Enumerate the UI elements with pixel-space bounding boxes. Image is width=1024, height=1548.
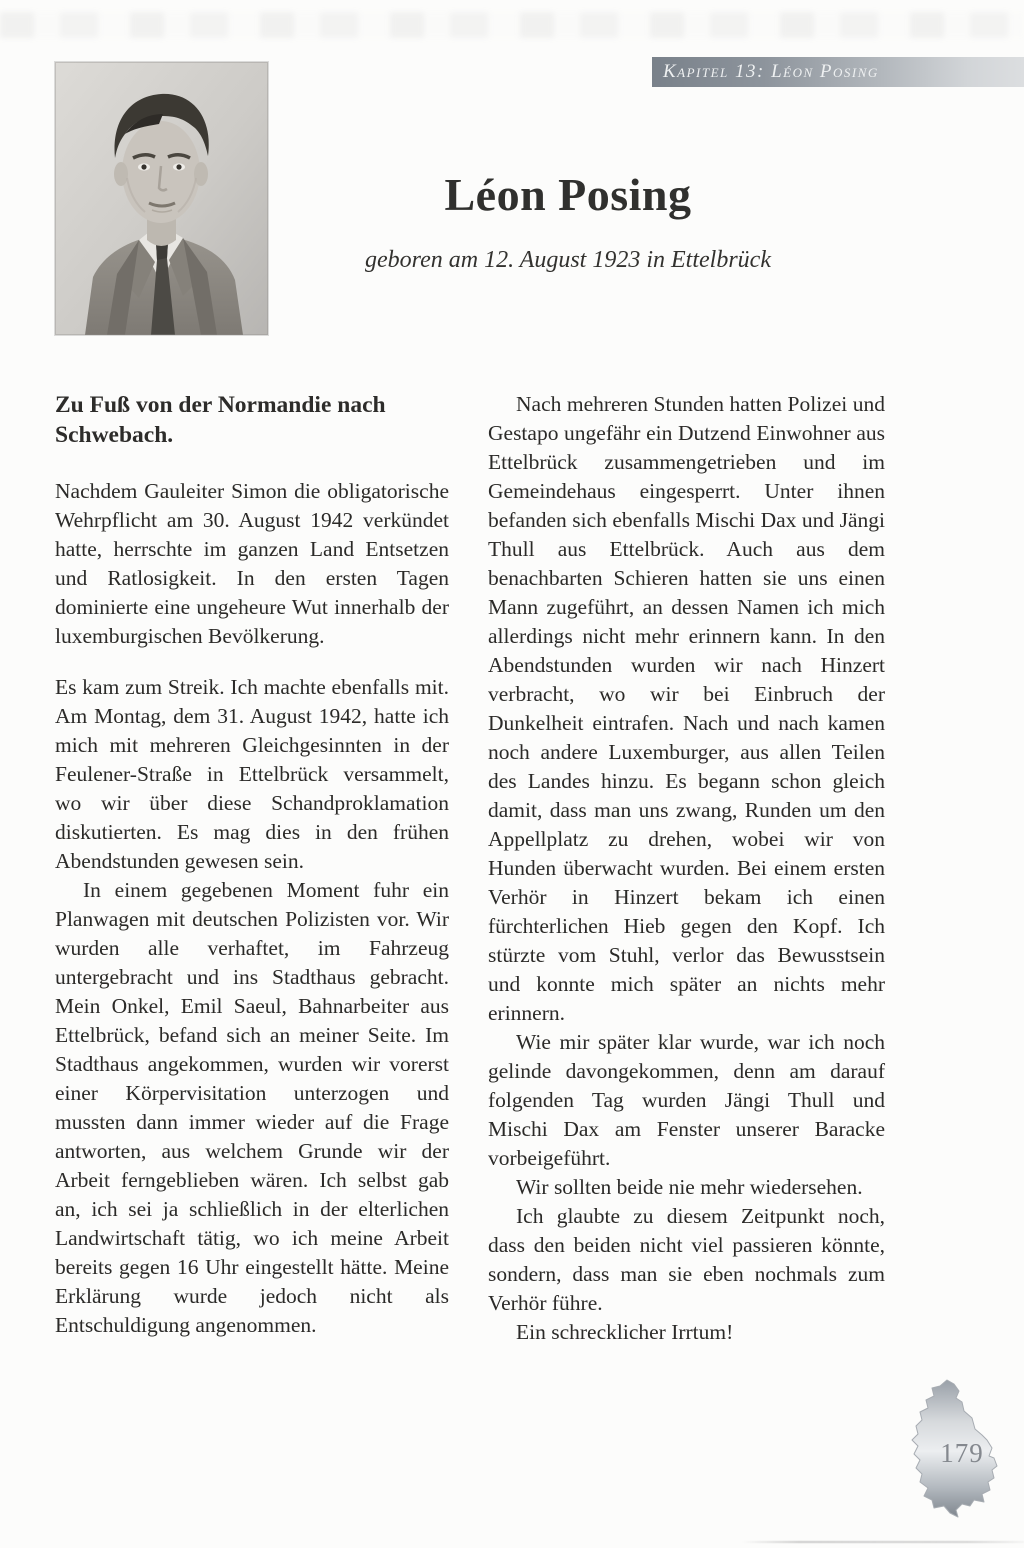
right-column — [488, 390, 885, 1347]
portrait-photo — [55, 62, 268, 335]
left-column-paragraphs — [55, 477, 449, 1340]
title-block — [268, 168, 868, 274]
scan-artifact-band — [0, 12, 1024, 38]
paragraph: In einem gegebenen Moment fuhr ein Planwagen mit deutschen Polizisten vor. Wir wurden alle verhaftet, im Fahrzeug untergebracht und ins Stadthaus gebracht. Mein Onkel, Emil Saeul, Bahnarbeiter aus Ettelbrück, befand sich an meiner Seite. Im Stadthaus angekommen, wurden wir vorerst einer Körpervisitation unterzogen und mussten dann immer wieder auf die Frage antworten, aus welchem Grunde wir der Arbeit ferngeblieben wären. Ich selbst gab an, ich sei ja schließlich in der elterlichen Landwirtschaft tätig, wo ich meine Arbeit bereits gegen 16 Uhr eingestellt hätte. Meine Erklärung wurde jedoch nicht als Entschuldigung angenommen. — [55, 878, 449, 1337]
paragraph: Nachdem Gauleiter Simon die obligatorische Wehrpflicht am 30. August 1942 verkündet hatte, herrschte im ganzen Land Entsetzen und Ratlosigkeit. In den ersten Tagen dominierte eine ungeheure Wut innerhalb der luxemburgischen Bevölkerung. — [55, 479, 449, 648]
portrait-photo-illustration — [55, 62, 268, 335]
page-subtitle: geboren am 12. August 1923 in Ettelbrück — [365, 247, 771, 273]
page-number: 179 — [940, 1438, 984, 1468]
scan-artifact-line — [742, 1541, 1024, 1543]
paragraph: Es kam zum Streik. Ich machte ebenfalls mit. Am Montag, dem 31. August 1942, hatte ich mich mit mehreren Gleichgesinnten in der Feulener-Straße in Ettelbrück versammelt, wo wir über diese Schandproklamation diskutierten. Es mag dies in den frühen Abendstunden gewesen sein. — [55, 675, 449, 873]
chapter-header-bar — [652, 57, 1024, 87]
luxembourg-map-page-marker — [903, 1378, 1007, 1520]
section-heading: Zu Fuß von der Normandie nach Schwebach. — [55, 392, 386, 448]
paragraph: Nach mehreren Stunden hatten Polizei und Gestapo ungefähr ein Dutzend Einwohner aus Ettelbrück zusammengetrieben und im Gemeindehaus eingesperrt. Unter ihnen befanden sich ebenfalls Mischi Dax und Jängi Thull aus Ettelbrück. Auch aus dem benachbarten Schieren hatten sie uns einen Mann zugeführt, an dessen Namen ich mich allerdings nicht mehr erinnern kann. In den Abendstunden wurden wir nach Hinzert verbracht, wo wir bei Einbruch der Dunkelheit eintrafen. Nach und nach kamen noch andere Luxemburger, aus allen Teilen des Landes hinzu. Es begann schon gleich damit, dass man uns zwang, Runden um den Appellplatz zu drehen, wobei wir von Hunden überwacht wurden. Bei einem ersten Verhör in Hinzert bekam ich einen fürchterlichen Hieb gegen den Kopf. Ich stürzte vom Stuhl, verlor das Bewusstsein und konnte mich später an nichts mehr erinnern. — [488, 392, 885, 1025]
left-column — [55, 390, 449, 1340]
chapter-header-label: Kapitel 13: Léon Posing — [663, 61, 879, 82]
right-column-paragraphs — [488, 390, 885, 1347]
page-title: Léon Posing — [444, 169, 692, 220]
paragraph: Ich glaubte zu diesem Zeitpunkt noch, dass den beiden nicht viel passieren könnte, sondern, dass man sie eben nochmals zum Verhör führe. — [488, 1204, 885, 1315]
paragraph: Wie mir später klar wurde, war ich noch gelinde davongekommen, denn am darauf folgenden Tag wurden Jängi Thull und Mischi Dax am Fenster unserer Baracke vorbeigeführt. — [488, 1030, 885, 1170]
paragraph: Ein schrecklicher Irrtum! — [516, 1320, 734, 1344]
paragraph: Wir sollten beide nie mehr wiedersehen. — [516, 1175, 863, 1199]
